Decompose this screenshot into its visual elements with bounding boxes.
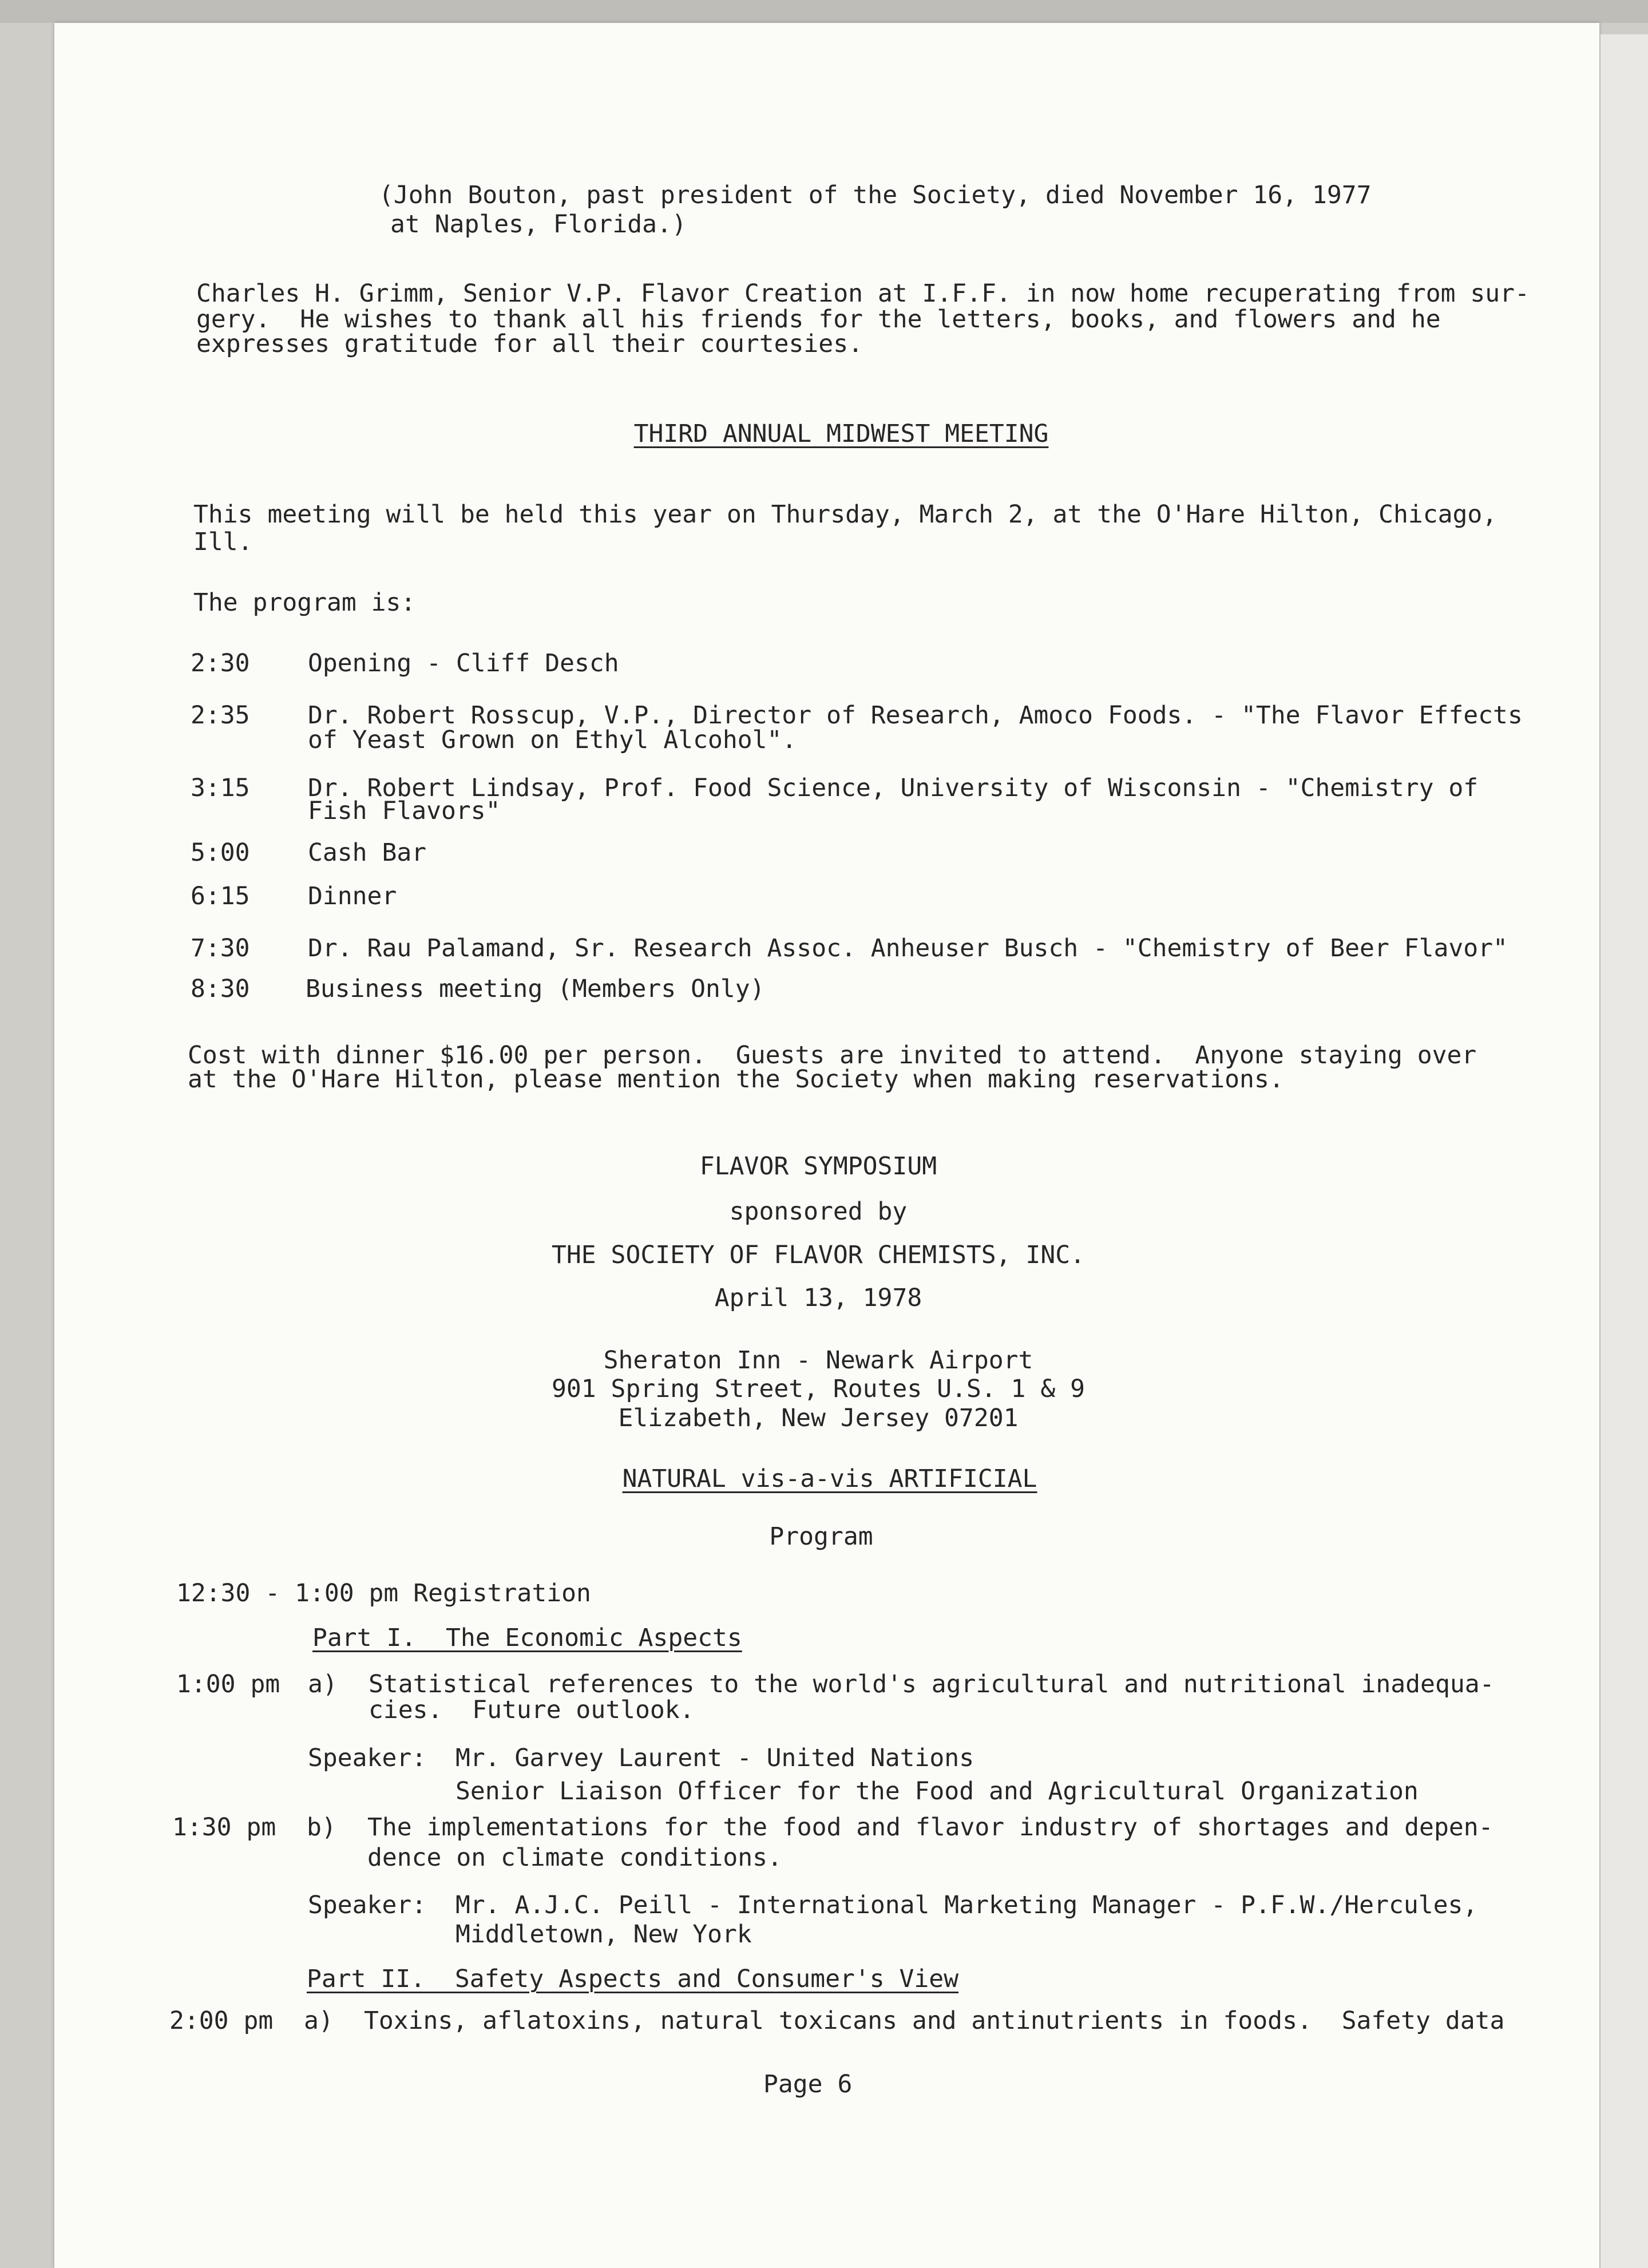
- speaker-text: Mr. Garvey Laurent - United Nations: [455, 1744, 974, 1772]
- obituary-line: at Naples, Florida.): [390, 210, 687, 239]
- cost-line: at the O'Hare Hilton, please mention the Society when making reservations.: [188, 1065, 1284, 1094]
- page-number: Page 6: [763, 2070, 853, 2099]
- item-text: Toxins, aflatoxins, natural toxicans and antinutrients in foods. Safety data: [364, 2006, 1505, 2035]
- item-text: cies. Future outlook.: [369, 1696, 695, 1724]
- schedule-text: Dr. Robert Lindsay, Prof. Food Science, University of Wisconsin - "Chemistry of: [308, 774, 1479, 802]
- item-text: Statistical references to the world's agricultural and nutritional inadequa-: [369, 1670, 1495, 1699]
- item-time: 1:00 pm: [176, 1670, 280, 1699]
- schedule-text: of Yeast Grown on Ethyl Alcohol".: [308, 726, 797, 754]
- part-1-heading: Part I. The Economic Aspects: [312, 1624, 742, 1652]
- speaker-text: Senior Liaison Officer for the Food and Agricultural Organization: [455, 1777, 1419, 1806]
- schedule-time: 2:35: [191, 701, 250, 730]
- schedule-text: Fish Flavors": [308, 797, 501, 825]
- midwest-heading: THIRD ANNUAL MIDWEST MEETING: [633, 419, 1049, 448]
- item-text: The implementations for the food and flavor industry of shortages and depen-: [367, 1813, 1494, 1842]
- schedule-text: Dr. Rau Palamand, Sr. Research Assoc. Anheuser Busch - "Chemistry of Beer Flavor": [308, 934, 1508, 963]
- item-letter: b): [307, 1813, 336, 1842]
- schedule-time: 3:15: [191, 774, 250, 802]
- item-time: 1:30 pm: [172, 1813, 276, 1842]
- venue-line: Elizabeth, New Jersey 07201: [618, 1404, 1019, 1432]
- speaker-label: Speaker:: [308, 1744, 427, 1772]
- adjacent-page-edge: [1599, 34, 1648, 2268]
- speaker-text: Mr. A.J.C. Peill - International Marketing Manager - P.F.W./Hercules,: [455, 1891, 1478, 1919]
- schedule-text: Business meeting (Members Only): [306, 975, 765, 1003]
- symposium-theme: NATURAL vis-a-vis ARTIFICIAL: [622, 1464, 1037, 1493]
- schedule-time: 8:30: [191, 975, 250, 1003]
- schedule-text: Cash Bar: [308, 838, 427, 867]
- grimm-line: expresses gratitude for all their courtesies.: [196, 330, 863, 358]
- speaker-label: Speaker:: [308, 1891, 427, 1919]
- schedule-text: Opening - Cliff Desch: [308, 649, 619, 678]
- obituary-line: (John Bouton, past president of the Society, died November 16, 1977: [379, 181, 1372, 209]
- speaker-text: Middletown, New York: [455, 1920, 752, 1949]
- part-2-heading: Part II. Safety Aspects and Consumer's View: [307, 1965, 959, 1993]
- venue-line: Sheraton Inn - Newark Airport: [603, 1346, 1033, 1375]
- schedule-text: Dinner: [308, 882, 397, 911]
- program-heading: Program: [769, 1522, 873, 1551]
- midwest-intro: This meeting will be held this year on Thursday, March 2, at the O'Hare Hilton, Chicago,: [193, 500, 1498, 529]
- symposium-title: FLAVOR SYMPOSIUM: [699, 1152, 937, 1181]
- symposium-date: April 13, 1978: [714, 1284, 922, 1312]
- venue-line: 901 Spring Street, Routes U.S. 1 & 9: [552, 1375, 1085, 1403]
- program-label: The program is:: [193, 588, 416, 617]
- registration: 12:30 - 1:00 pm Registration: [176, 1579, 591, 1608]
- schedule-time: 7:30: [191, 934, 250, 963]
- scan-border: [0, 0, 1648, 23]
- symposium-sponsor: THE SOCIETY OF FLAVOR CHEMISTS, INC.: [552, 1241, 1085, 1269]
- schedule-time: 5:00: [191, 838, 250, 867]
- item-letter: a): [308, 1670, 338, 1699]
- cost-line: Cost with dinner $16.00 per person. Guests are invited to attend. Anyone staying over: [188, 1041, 1477, 1070]
- schedule-text: Dr. Robert Rosscup, V.P., Director of Research, Amoco Foods. - "The Flavor Effects: [308, 701, 1523, 730]
- grimm-line: gery. He wishes to thank all his friends for the letters, books, and flowers and he: [196, 305, 1441, 334]
- item-text: dence on climate conditions.: [367, 1843, 782, 1872]
- schedule-time: 2:30: [191, 649, 250, 678]
- grimm-line: Charles H. Grimm, Senior V.P. Flavor Creation at I.F.F. in now home recuperating from sur-: [196, 279, 1530, 308]
- midwest-intro: Ill.: [193, 528, 253, 556]
- symposium-sponsored: sponsored by: [729, 1197, 908, 1226]
- page: [54, 23, 1599, 2268]
- item-time: 2:00 pm: [169, 2006, 274, 2035]
- schedule-time: 6:15: [191, 882, 250, 911]
- item-letter: a): [304, 2006, 334, 2035]
